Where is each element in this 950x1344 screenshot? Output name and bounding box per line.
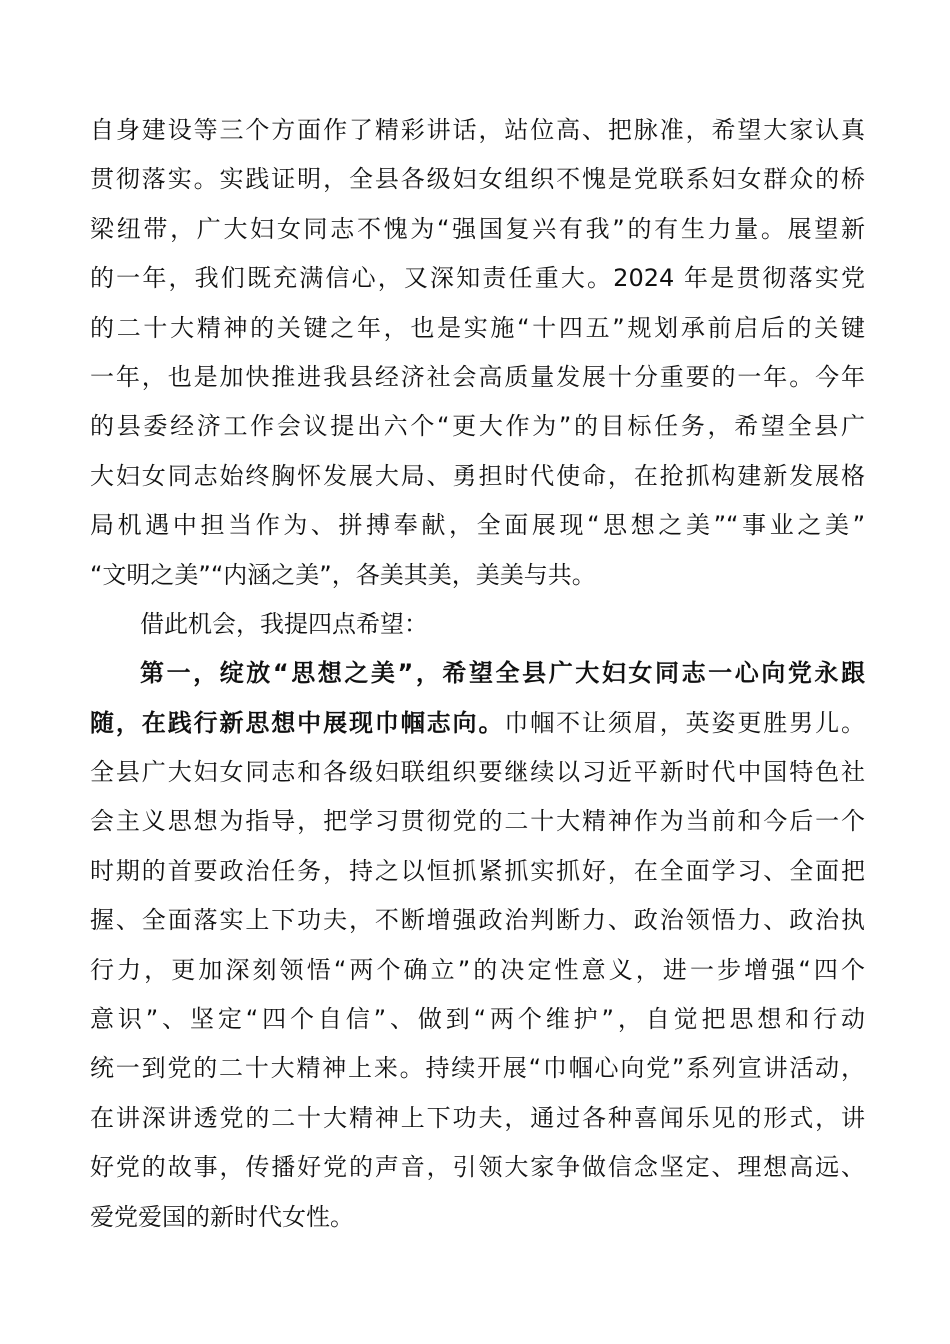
text-line: 会主义思想为指导，把学习贯彻党的二十大精神作为当前和今后一个 [90, 807, 865, 836]
text-line: 大妇女同志始终胸怀发展大局、勇担时代使命，在抢抓构建新发展格 [90, 461, 865, 490]
text-line: 好党的故事，传播好党的声音，引领大家争做信念坚定、理想高远、 [90, 1153, 865, 1182]
paragraph-first-hope [90, 649, 865, 1242]
text-line: 的一年，我们既充满信心，又深知责任重大。2024 年是贯彻落实党 [90, 264, 865, 293]
text-line: 的县委经济工作会议提出六个“更大作为”的目标任务，希望全县广 [90, 412, 865, 441]
first-hope-body-start: 巾帼不让须眉，英姿更胜男儿。 [504, 708, 865, 737]
text-line: “文明之美”“内涵之美”，各美其美，美美与共。 [90, 560, 596, 589]
text-line: 全县广大妇女同志和各级妇联组织要继续以习近平新时代中国特色社 [90, 758, 865, 787]
document-page [90, 106, 865, 1242]
text-line: 梁纽带，广大妇女同志不愧为“强国复兴有我”的有生力量。展望新 [90, 214, 865, 243]
text-line: 统一到党的二十大精神上来。持续开展“巾帼心向党”系列宣讲活动， [90, 1054, 865, 1083]
first-hope-heading-end: 随，在践行新思想中展现巾帼志向。 [90, 708, 505, 737]
text-line: 贯彻落实。实践证明，全县各级妇女组织不愧是党联系妇女群众的桥 [90, 165, 865, 194]
text-line: 自身建设等三个方面作了精彩讲话，站位高、把脉准，希望大家认真 [90, 116, 865, 144]
text-line: 在讲深讲透党的二十大精神上下功夫，通过各种喜闻乐见的形式，讲 [90, 1103, 865, 1132]
text-line: 借此机会，我提四点希望： [140, 609, 428, 638]
paragraph-intro-hopes [90, 600, 865, 649]
text-line: 行力，更加深刻领悟“两个确立”的决定性意义，进一步增强“四个 [90, 955, 865, 984]
text-line: 的二十大精神的关键之年，也是实施“十四五”规划承前启后的关键 [90, 313, 865, 342]
text-line: 局机遇中担当作为、拼搏奉献，全面展现“思想之美”“事业之美” [90, 511, 865, 540]
first-hope-heading-line-2 [90, 699, 865, 748]
text-line: 握、全面落实上下功夫，不断增强政治判断力、政治领悟力、政治执 [90, 906, 865, 935]
first-hope-heading-line: 第一，绽放“思想之美”，希望全县广大妇女同志一心向党永跟 [140, 659, 865, 688]
text-line: 时期的首要政治任务，持之以恒抓紧抓实抓好，在全面学习、全面把 [90, 856, 865, 885]
text-line: 一年，也是加快推进我县经济社会高质量发展十分重要的一年。今年 [90, 362, 865, 391]
text-line: 爱党爱国的新时代女性。 [90, 1202, 354, 1231]
text-line: 意识”、坚定“四个自信”、做到“两个维护”，自觉把思想和行动 [90, 1005, 865, 1034]
paragraph-summary [90, 106, 865, 600]
